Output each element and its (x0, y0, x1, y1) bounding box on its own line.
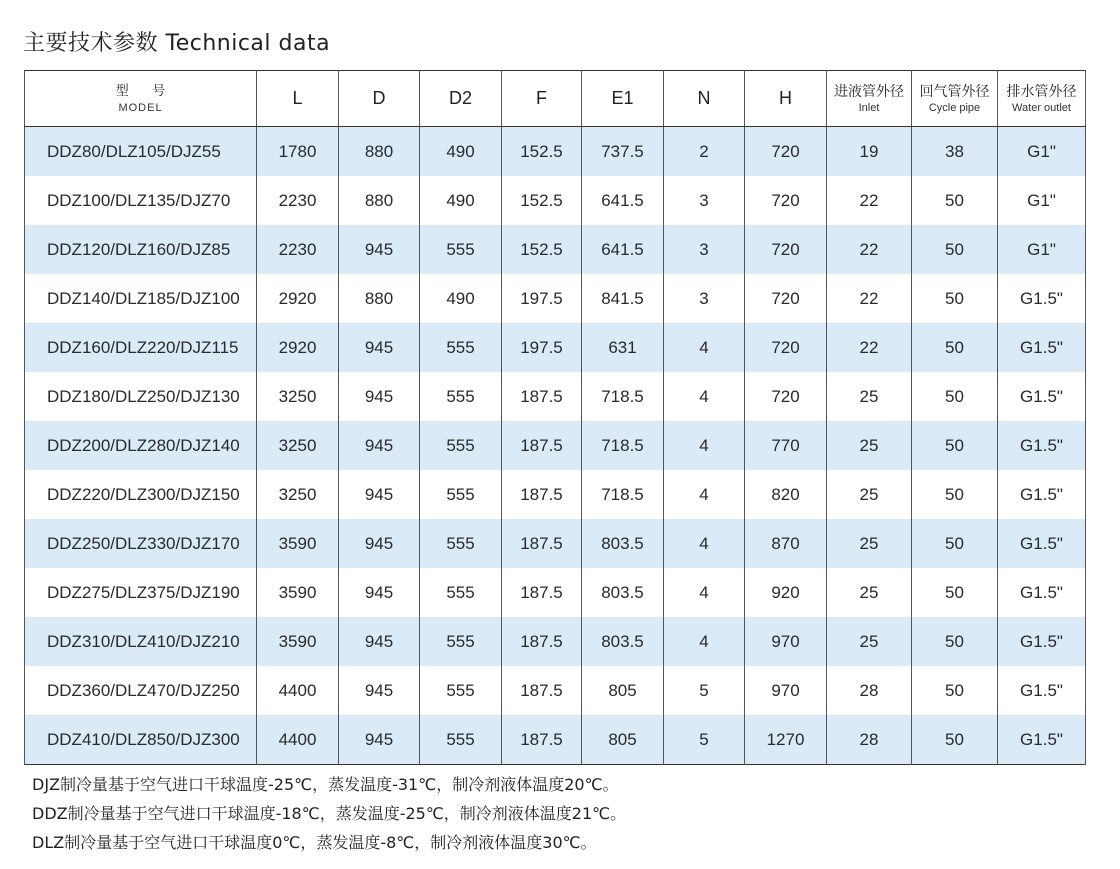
table-row (25, 176, 1086, 225)
cell-n: 3 (664, 274, 745, 323)
table-row (25, 372, 1086, 421)
cell-f: 187.5 (502, 666, 582, 715)
cell-d2: 555 (420, 519, 502, 568)
header-model-en: MODEL (118, 101, 163, 114)
cell-cycle-pipe: 50 (912, 274, 998, 323)
header-model (25, 71, 257, 127)
cell-inlet: 22 (827, 176, 912, 225)
cell-f: 187.5 (502, 470, 582, 519)
cell-n: 4 (664, 568, 745, 617)
cell-cycle-pipe: 50 (912, 225, 998, 274)
header-e1: E1 (582, 71, 664, 127)
cell-h: 1270 (745, 715, 827, 765)
cell-l: 3250 (257, 421, 339, 470)
cell-e1: 803.5 (582, 519, 664, 568)
cell-n: 4 (664, 519, 745, 568)
cell-d2: 555 (420, 617, 502, 666)
cell-water-outlet: G1" (998, 225, 1086, 274)
cell-inlet: 28 (827, 666, 912, 715)
table-row (25, 617, 1086, 666)
cell-d: 945 (339, 666, 420, 715)
cell-water-outlet: G1.5" (998, 470, 1086, 519)
cell-h: 920 (745, 568, 827, 617)
cell-l: 2230 (257, 225, 339, 274)
cell-inlet: 22 (827, 274, 912, 323)
header-h: H (745, 71, 827, 127)
header-cycle-pipe (912, 71, 998, 127)
footnote-ddz: DDZ制冷量基于空气进口干球温度-18℃，蒸发温度-25℃，制冷剂液体温度21℃。 (32, 804, 627, 823)
cell-l: 2920 (257, 274, 339, 323)
cell-f: 187.5 (502, 617, 582, 666)
cell-n: 3 (664, 176, 745, 225)
footnote-djz: DJZ制冷量基于空气进口干球温度-25℃，蒸发温度-31℃，制冷剂液体温度20℃。 (32, 775, 619, 794)
cell-d2: 555 (420, 666, 502, 715)
cell-l: 2920 (257, 323, 339, 372)
cell-l: 3250 (257, 470, 339, 519)
header-water-outlet (998, 71, 1086, 127)
cell-e1: 737.5 (582, 127, 664, 177)
cell-inlet: 19 (827, 127, 912, 177)
cell-inlet: 25 (827, 617, 912, 666)
cell-d: 945 (339, 225, 420, 274)
header-d2: D2 (420, 71, 502, 127)
cell-d: 880 (339, 127, 420, 177)
cell-n: 3 (664, 225, 745, 274)
cell-h: 720 (745, 372, 827, 421)
cell-inlet: 25 (827, 470, 912, 519)
cell-model: DDZ160/DLZ220/DJZ115 (25, 323, 257, 372)
cell-d2: 555 (420, 421, 502, 470)
cell-d: 945 (339, 421, 420, 470)
cell-n: 4 (664, 323, 745, 372)
cell-h: 870 (745, 519, 827, 568)
cell-model: DDZ275/DLZ375/DJZ190 (25, 568, 257, 617)
cell-h: 720 (745, 127, 827, 177)
cell-h: 970 (745, 617, 827, 666)
cell-cycle-pipe: 50 (912, 617, 998, 666)
cell-d2: 555 (420, 470, 502, 519)
page-title: 主要技术参数 Technical data (23, 31, 331, 56)
cell-d: 945 (339, 715, 420, 765)
cell-f: 197.5 (502, 274, 582, 323)
table-row (25, 470, 1086, 519)
header-l: L (257, 71, 339, 127)
cell-model: DDZ250/DLZ330/DJZ170 (25, 519, 257, 568)
cell-d2: 490 (420, 274, 502, 323)
cell-n: 4 (664, 421, 745, 470)
cell-d: 945 (339, 519, 420, 568)
cell-model: DDZ100/DLZ135/DJZ70 (25, 176, 257, 225)
cell-f: 187.5 (502, 519, 582, 568)
cell-d2: 555 (420, 323, 502, 372)
cell-model: DDZ200/DLZ280/DJZ140 (25, 421, 257, 470)
cell-n: 2 (664, 127, 745, 177)
cell-f: 152.5 (502, 176, 582, 225)
cell-inlet: 25 (827, 519, 912, 568)
cell-f: 187.5 (502, 715, 582, 765)
cell-e1: 803.5 (582, 617, 664, 666)
cell-model: DDZ180/DLZ250/DJZ130 (25, 372, 257, 421)
cell-d2: 555 (420, 568, 502, 617)
cell-h: 720 (745, 176, 827, 225)
header-f: F (502, 71, 582, 127)
cell-e1: 805 (582, 666, 664, 715)
cell-cycle-pipe: 38 (912, 127, 998, 177)
header-inlet-en: Inlet (858, 101, 880, 114)
cell-n: 4 (664, 470, 745, 519)
cell-water-outlet: G1" (998, 127, 1086, 177)
cell-inlet: 22 (827, 225, 912, 274)
header-inlet (827, 71, 912, 127)
cell-d2: 490 (420, 127, 502, 177)
cell-water-outlet: G1.5" (998, 372, 1086, 421)
table-row (25, 421, 1086, 470)
cell-d2: 555 (420, 225, 502, 274)
table-row (25, 127, 1086, 177)
cell-l: 4400 (257, 666, 339, 715)
cell-e1: 841.5 (582, 274, 664, 323)
cell-l: 3590 (257, 568, 339, 617)
cell-e1: 803.5 (582, 568, 664, 617)
header-n: N (664, 71, 745, 127)
table-row (25, 666, 1086, 715)
cell-cycle-pipe: 50 (912, 176, 998, 225)
cell-water-outlet: G1.5" (998, 666, 1086, 715)
table-body (25, 127, 1086, 765)
cell-n: 4 (664, 617, 745, 666)
header-water-outlet-cn: 排水管外径 (1006, 82, 1077, 99)
cell-cycle-pipe: 50 (912, 715, 998, 765)
cell-e1: 718.5 (582, 372, 664, 421)
cell-h: 720 (745, 225, 827, 274)
cell-cycle-pipe: 50 (912, 421, 998, 470)
cell-l: 3590 (257, 519, 339, 568)
table-row (25, 274, 1086, 323)
cell-model: DDZ120/DLZ160/DJZ85 (25, 225, 257, 274)
cell-d: 945 (339, 323, 420, 372)
cell-model: DDZ220/DLZ300/DJZ150 (25, 470, 257, 519)
cell-d2: 490 (420, 176, 502, 225)
cell-e1: 641.5 (582, 176, 664, 225)
cell-n: 5 (664, 715, 745, 765)
table-header-row (25, 71, 1086, 127)
cell-e1: 641.5 (582, 225, 664, 274)
table-row (25, 519, 1086, 568)
cell-n: 4 (664, 372, 745, 421)
cell-d: 880 (339, 274, 420, 323)
cell-inlet: 25 (827, 568, 912, 617)
cell-e1: 718.5 (582, 470, 664, 519)
cell-n: 5 (664, 666, 745, 715)
technical-data-table (24, 70, 1086, 765)
cell-h: 720 (745, 323, 827, 372)
cell-d2: 555 (420, 715, 502, 765)
cell-water-outlet: G1.5" (998, 323, 1086, 372)
cell-h: 820 (745, 470, 827, 519)
cell-f: 187.5 (502, 421, 582, 470)
header-d: D (339, 71, 420, 127)
table-row (25, 568, 1086, 617)
cell-cycle-pipe: 50 (912, 519, 998, 568)
cell-water-outlet: G1" (998, 176, 1086, 225)
cell-inlet: 28 (827, 715, 912, 765)
cell-h: 770 (745, 421, 827, 470)
cell-f: 187.5 (502, 568, 582, 617)
cell-water-outlet: G1.5" (998, 617, 1086, 666)
cell-water-outlet: G1.5" (998, 568, 1086, 617)
cell-cycle-pipe: 50 (912, 568, 998, 617)
cell-inlet: 25 (827, 421, 912, 470)
cell-model: DDZ140/DLZ185/DJZ100 (25, 274, 257, 323)
cell-h: 970 (745, 666, 827, 715)
header-cycle-pipe-en: Cycle pipe (928, 101, 981, 114)
cell-f: 197.5 (502, 323, 582, 372)
table-row (25, 323, 1086, 372)
cell-d: 945 (339, 568, 420, 617)
cell-cycle-pipe: 50 (912, 470, 998, 519)
cell-water-outlet: G1.5" (998, 274, 1086, 323)
cell-f: 187.5 (502, 372, 582, 421)
table-row (25, 715, 1086, 765)
cell-e1: 718.5 (582, 421, 664, 470)
cell-model: DDZ80/DLZ105/DJZ55 (25, 127, 257, 177)
footnote-dlz: DLZ制冷量基于空气进口干球温度0℃，蒸发温度-8℃，制冷剂液体温度30℃。 (32, 833, 597, 852)
cell-d: 945 (339, 470, 420, 519)
cell-inlet: 22 (827, 323, 912, 372)
table-row (25, 225, 1086, 274)
cell-l: 4400 (257, 715, 339, 765)
cell-model: DDZ410/DLZ850/DJZ300 (25, 715, 257, 765)
cell-water-outlet: G1.5" (998, 519, 1086, 568)
cell-model: DDZ360/DLZ470/DJZ250 (25, 666, 257, 715)
technical-data-table-container (24, 70, 1085, 765)
cell-cycle-pipe: 50 (912, 323, 998, 372)
cell-cycle-pipe: 50 (912, 666, 998, 715)
cell-f: 152.5 (502, 127, 582, 177)
footnotes (32, 770, 626, 857)
cell-e1: 805 (582, 715, 664, 765)
header-inlet-cn: 进液管外径 (834, 82, 904, 99)
cell-l: 3250 (257, 372, 339, 421)
cell-l: 1780 (257, 127, 339, 177)
cell-l: 2230 (257, 176, 339, 225)
header-cycle-pipe-cn: 回气管外径 (919, 82, 990, 99)
cell-l: 3590 (257, 617, 339, 666)
cell-water-outlet: G1.5" (998, 715, 1086, 765)
cell-model: DDZ310/DLZ410/DJZ210 (25, 617, 257, 666)
cell-d2: 555 (420, 372, 502, 421)
header-water-outlet-en: Water outlet (1012, 101, 1071, 114)
cell-h: 720 (745, 274, 827, 323)
cell-inlet: 25 (827, 372, 912, 421)
cell-d: 945 (339, 617, 420, 666)
cell-d: 880 (339, 176, 420, 225)
cell-cycle-pipe: 50 (912, 372, 998, 421)
header-model-cn: 型 号 (115, 82, 176, 98)
cell-water-outlet: G1.5" (998, 421, 1086, 470)
cell-e1: 631 (582, 323, 664, 372)
cell-f: 152.5 (502, 225, 582, 274)
cell-d: 945 (339, 372, 420, 421)
